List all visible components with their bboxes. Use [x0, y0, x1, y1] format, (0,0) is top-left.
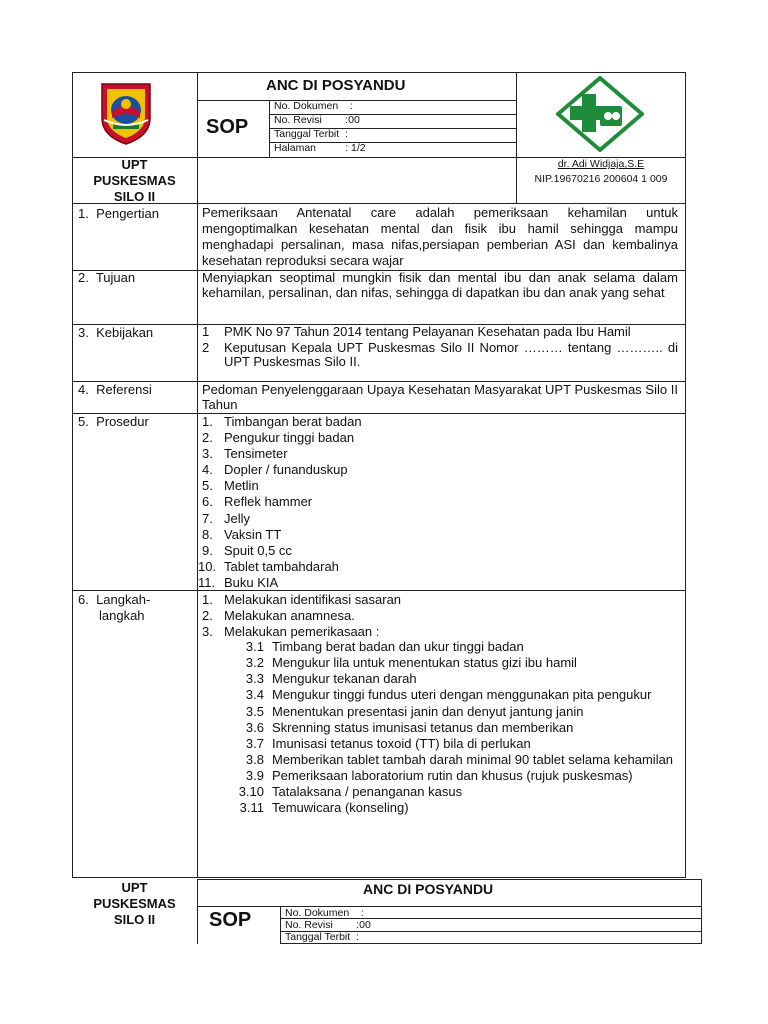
- list-item: 2. Pengukur tinggi badan: [202, 430, 355, 446]
- list-item: 1. Melakukan identifikasi sasaran: [202, 592, 402, 607]
- sub-item: 3.8 Memberikan tablet tambah darah minimal 90 tablet selama kehamilan: [245, 752, 674, 767]
- field-no-revisi: No. Revisi :00: [274, 114, 360, 126]
- org-name: UPT PUSKESMAS SILO II: [93, 157, 176, 204]
- sub-item: 3.3 Mengukur tekanan darah: [245, 671, 417, 686]
- list-item: 8. Vaksin TT: [202, 526, 282, 542]
- list-item: 6. Reflek hammer: [202, 494, 313, 510]
- field-no-dokumen: No. Dokumen :: [274, 100, 353, 112]
- footer-org-name: UPT PUSKESMAS SILO II: [93, 880, 176, 927]
- list-item: 1. Timbangan berat badan: [202, 414, 362, 429]
- langkah-list: [202, 592, 678, 640]
- list-item: 5. Metlin: [202, 478, 259, 494]
- list-item: 2 Keputusan Kepala UPT Puskesmas Silo II Nomor ……… tentang ……….. di UPT Puskesmas Silo II.: [202, 340, 678, 369]
- langkah-sublist: [202, 640, 678, 815]
- list-item: 1 PMK No 97 Tahun 2014 tentang Pelayanan Kesehatan pada Ibu Hamil: [202, 324, 631, 339]
- list-item: 7. Jelly: [202, 510, 251, 526]
- text-tujuan: Menyiapkan seoptimal mungkin fisik dan mental ibu dan anak selama dalam kehamilan, persalinan, dan nifas, sehingga di dapatkan ibu dan anak yang sehat: [202, 270, 678, 300]
- sub-item: 3.5 Menentukan presentasi janin dan denyut jantung janin: [245, 704, 584, 719]
- list-item: 3. Tensimeter: [202, 446, 288, 462]
- regency-logo: [96, 80, 156, 146]
- sub-item: 3.2 Mengukur lila untuk menentukan status gizi ibu hamil: [245, 655, 577, 670]
- list-item: 11. Buku KIA: [198, 574, 279, 590]
- label-kebijakan: 3. Kebijakan: [78, 325, 154, 340]
- text-referensi: Pedoman Penyelenggaraan Upaya Kesehatan Masyarakat UPT Puskesmas Silo II Tahun: [202, 382, 678, 412]
- kebijakan-list: [202, 325, 678, 369]
- label-tujuan: 2. Tujuan: [78, 270, 136, 285]
- list-item: 3. Melakukan pemerikasaan :: [202, 624, 380, 639]
- text-pengertian: Pemeriksaan Antenatal care adalah pemeriksaan kehamilan untuk mengoptimalkan kesehatan mental dan fisik ibu hamil sehingga mampu menghadapi persalinan, masa nifas,persiapan pemberian ASI dan kembalinya kesehatan reproduksi secara wajar: [202, 205, 678, 268]
- footer-title: ANC DI POSYANDU: [363, 881, 494, 897]
- label-referensi: 4. Referensi: [78, 382, 152, 397]
- sub-item: 3.6 Skrenning status imunisasi tetanus dan memberikan: [245, 720, 574, 735]
- sub-item: 3.11 Temuwicara (konseling): [239, 800, 409, 815]
- field-halaman: Halaman : 1/2: [274, 142, 366, 154]
- list-item: 9. Spuit 0,5 cc: [202, 542, 292, 558]
- footer-field-no-dokumen: No. Dokumen :: [285, 907, 364, 919]
- label-langkah: 6. Langkah- langkah: [78, 592, 151, 623]
- puskesmas-logo: [556, 76, 644, 152]
- prosedur-list: [198, 414, 678, 591]
- field-tanggal-terbit: Tanggal Terbit :: [274, 128, 348, 140]
- sub-item: 3.10 Tatalaksana / penanganan kasus: [238, 784, 463, 799]
- footer-field-tanggal-terbit: Tanggal Terbit :: [285, 931, 359, 943]
- label-pengertian: 1. Pengertian: [78, 206, 159, 221]
- sop-label: SOP: [206, 116, 249, 138]
- sub-item: 3.1 Timbang berat badan dan ukur tinggi badan: [245, 639, 524, 654]
- list-item: 2. Melakukan anamnesa.: [202, 608, 355, 623]
- list-item: 4. Dopler / funanduskup: [202, 462, 348, 478]
- sub-item: 3.4 Mengukur tinggi fundus uteri dengan menggunakan pita pengukur: [245, 687, 652, 702]
- footer-field-no-revisi: No. Revisi :00: [285, 919, 371, 931]
- label-prosedur: 5. Prosedur: [78, 414, 149, 429]
- signer-nip: NIP.19670216 200604 1 009: [534, 173, 668, 185]
- sub-item: 3.9 Pemeriksaan laboratorium rutin dan khusus (rujuk puskesmas): [245, 768, 633, 783]
- footer-sop-label: SOP: [209, 909, 252, 931]
- page-title: ANC DI POSYANDU: [266, 77, 406, 94]
- sub-item: 3.7 Imunisasi tetanus toxoid (TT) bila di perlukan: [245, 736, 531, 751]
- list-item: 10. Tablet tambahdarah: [198, 558, 339, 574]
- signer-name: dr. Adi Widjaja,S.E: [557, 158, 645, 170]
